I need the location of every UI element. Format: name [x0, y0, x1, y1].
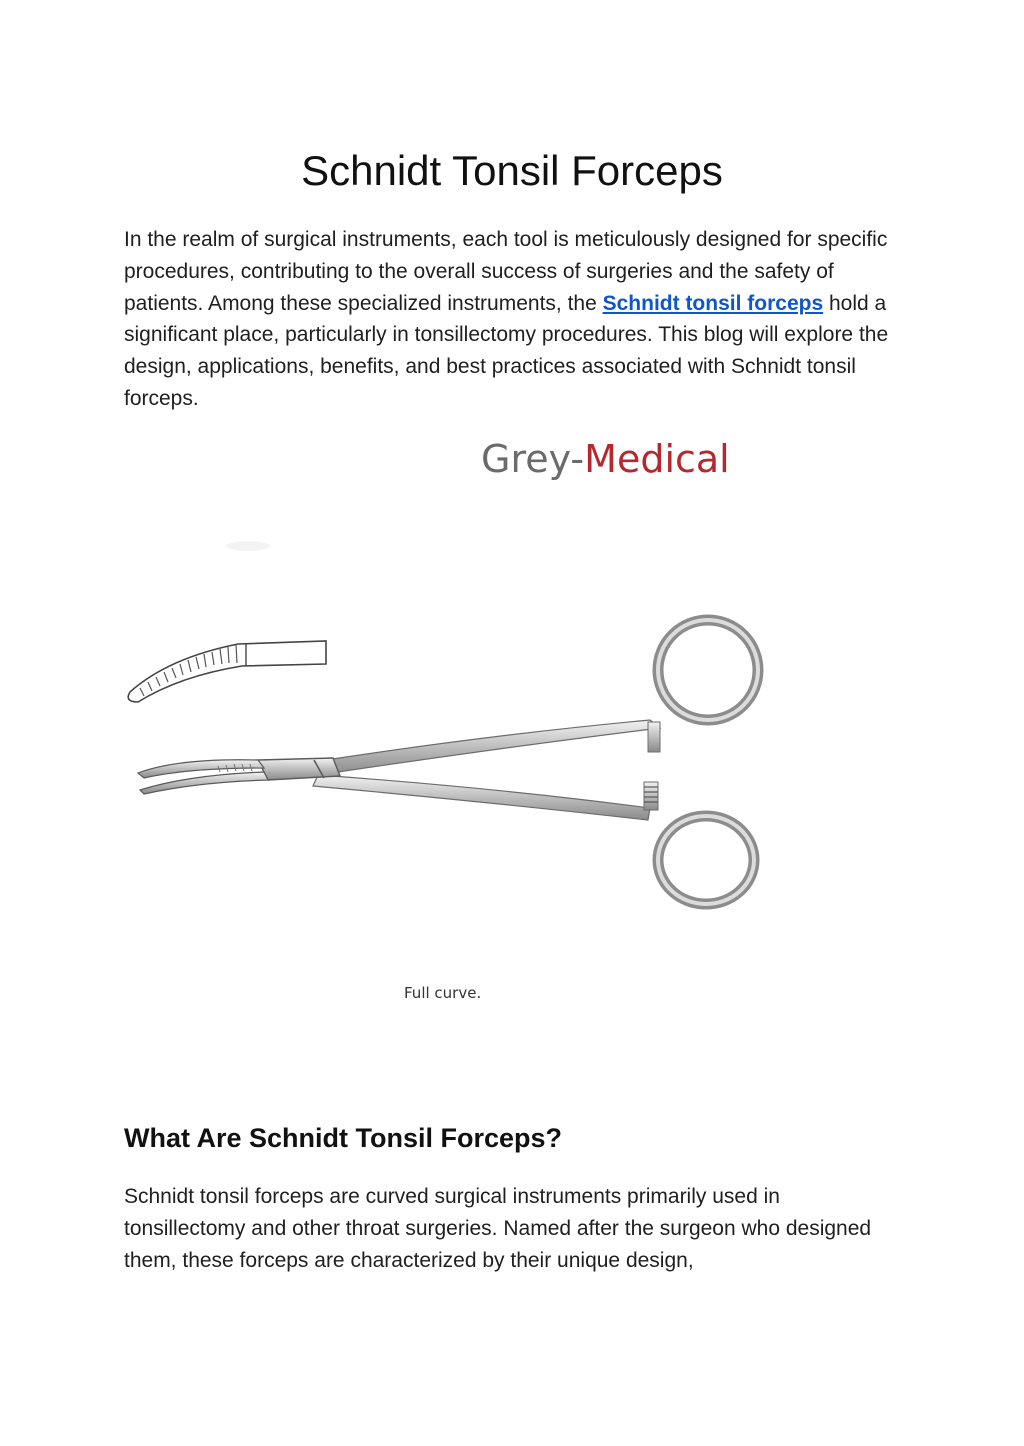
section-heading: What Are Schnidt Tonsil Forceps?: [124, 1123, 563, 1153]
forceps-product-image: [118, 430, 778, 1020]
section-paragraph: Schnidt tonsil forceps are curved surgical instruments primarily used in tonsillectomy and other throat surgeries. Named after the surgeon who designed them, these forceps are characterized by their unique design,: [124, 1185, 872, 1272]
intro-paragraph: [124, 224, 904, 415]
grey-medical-logo: Grey-Medical: [481, 437, 730, 481]
intro-text-start: In the realm of surgical instruments, each tool is meticulously designed for specific procedures, contributing to the overall success of surgeries and the safety of patients. Among these specialized instruments, the: [124, 228, 888, 315]
jaw-detail-drawing: [128, 641, 326, 702]
image-caption: Full curve.: [404, 984, 482, 1002]
page-title: Schnidt Tonsil Forceps: [301, 147, 723, 194]
schnidt-tonsil-forceps-link[interactable]: Schnidt tonsil forceps: [602, 291, 824, 315]
intro-text-end: hold a significant place, particularly in tonsillectomy procedures. This blog will explore the design, applications, benefits, and best practices associated with Schnidt tonsil forceps.: [124, 291, 889, 410]
